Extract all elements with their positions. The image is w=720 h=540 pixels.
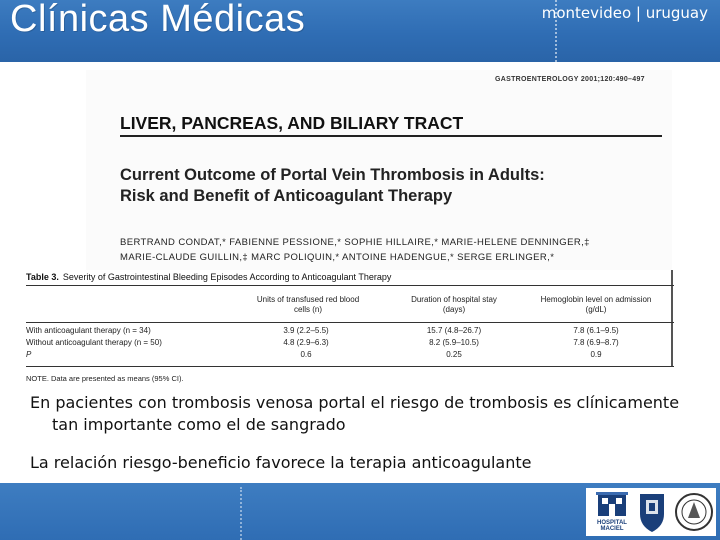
body-bullet: En pacientes con trombosis venosa portal el riesgo de trombosis es clínicamente tan importante como el de sangrado xyxy=(30,393,680,434)
table-header-transfused: Units of transfused red blood cells (n) xyxy=(256,295,360,314)
article-title-line2: Risk and Benefit of Anticoagulant Therapy xyxy=(120,187,453,205)
hospital-building-icon xyxy=(592,490,632,534)
table-cell: 0.6 xyxy=(300,350,312,359)
table-row-label: With anticoagulant therapy (n = 34) xyxy=(26,326,151,335)
table-row-label: P xyxy=(26,350,32,359)
table-top-rule xyxy=(26,285,674,286)
site-subtitle: montevideo | uruguay xyxy=(541,4,708,22)
table-cell: 15.7 (4.8–26.7) xyxy=(426,326,482,335)
body-bullet: La relación riesgo-beneficio favorece la terapia anticoagulante xyxy=(30,453,532,472)
body-text xyxy=(30,392,710,474)
data-table xyxy=(26,272,674,384)
table-header-stay: Duration of hospital stay (days) xyxy=(411,295,497,314)
university-seal-icon xyxy=(674,490,714,534)
site-title: Clínicas Médicas xyxy=(10,0,306,40)
table-bottom-rule xyxy=(26,366,674,367)
article-title xyxy=(120,165,545,207)
journal-reference: GASTROENTEROLOGY 2001;120:490–497 xyxy=(495,76,645,83)
table-caption-text: Severity of Gastrointestinal Bleeding Episodes According to Anticoagulant Therapy xyxy=(62,272,392,282)
table-header-rule xyxy=(26,322,674,323)
table-caption-label: Table 3. xyxy=(26,272,59,282)
table-caption xyxy=(26,272,391,282)
authors-line1: BERTRAND CONDAT,* FABIENNE PESSIONE,* SOPHIE HILLAIRE,* MARIE-HELENE DENNINGER,‡ xyxy=(120,237,590,248)
table-cell: 4.8 (2.9–6.3) xyxy=(283,338,329,347)
article-title-line1: Current Outcome of Portal Vein Thrombosis in Adults: xyxy=(120,166,545,184)
table-cell: 0.25 xyxy=(446,350,462,359)
footer-logos xyxy=(586,488,716,536)
table-cell: 8.2 (5.9–10.5) xyxy=(429,338,479,347)
table-cell: 7.8 (6.1–9.5) xyxy=(573,326,619,335)
journal-section-heading: LIVER, PANCREAS, AND BILIARY TRACT xyxy=(120,113,464,133)
university-shield-icon xyxy=(636,490,668,534)
article-authors xyxy=(120,235,590,265)
table-cell: 0.9 xyxy=(590,350,602,359)
header-band xyxy=(0,0,720,62)
dotted-divider xyxy=(240,487,242,540)
section-rule xyxy=(120,135,662,137)
table-row-label: Without anticoagulant therapy (n = 50) xyxy=(26,338,162,347)
table-cell: 7.8 (6.9–8.7) xyxy=(573,338,619,347)
table-header-hemoglobin: Hemoglobin level on admission (g/dL) xyxy=(540,295,652,314)
table-note: NOTE. Data are presented as means (95% CI). xyxy=(26,374,184,383)
authors-line2: MARIE-CLAUDE GUILLIN,‡ MARC POLIQUIN,* ANTOINE HADENGUE,* SERGE ERLINGER,* xyxy=(120,252,555,263)
hospital-logo-text: HOSPITAL MACIEL xyxy=(597,520,627,532)
table-cell: 3.9 (2.2–5.5) xyxy=(283,326,329,335)
